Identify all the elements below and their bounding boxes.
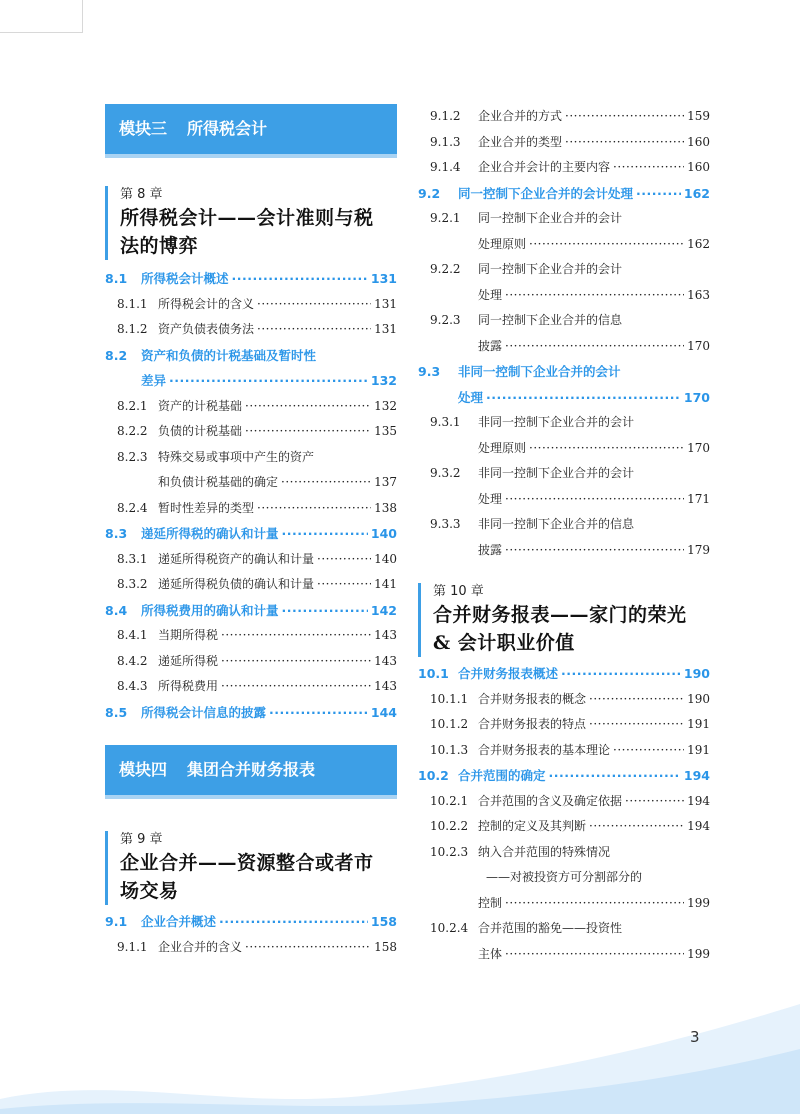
toc-section-continued[interactable] (105, 368, 397, 394)
section-title-cont: 处理 (458, 389, 484, 405)
corner-crop-mark (0, 0, 83, 33)
subsection-title: 合并财务报表的基本理论 (478, 742, 611, 757)
toc-section[interactable] (418, 763, 710, 789)
page-ref: 158 (370, 914, 397, 929)
subsection-title: 非同一控制下企业合并的信息 (478, 517, 635, 531)
subsection-number: 9.2.1 (430, 211, 461, 225)
toc-section[interactable] (105, 521, 397, 547)
toc-subsection[interactable] (105, 547, 397, 573)
chapter-label: 第 10 章 (433, 584, 484, 599)
toc-subsection[interactable] (418, 257, 710, 283)
leader-dots (169, 368, 368, 394)
subsection-number: 8.1.1 (117, 296, 148, 311)
toc-subsection-continued[interactable] (418, 232, 710, 258)
chapter-title-line: & 会计职业价值 (433, 632, 575, 654)
section-title: 资产和负债的计税基础及暂时性 (141, 347, 317, 363)
chapter-heading (418, 583, 710, 657)
toc-section[interactable] (418, 359, 710, 385)
leader-dots (565, 130, 684, 156)
page-ref: 140 (374, 551, 397, 566)
subsection-title: 合并范围的含义及确定依据 (478, 793, 623, 808)
toc-subsection[interactable] (105, 292, 397, 318)
leader-dots (257, 496, 371, 522)
toc-subsection[interactable] (418, 410, 710, 436)
leader-dots (505, 334, 684, 360)
page-ref: 143 (374, 628, 397, 642)
subsection-title: 资产的计税基础 (158, 398, 243, 413)
toc-subsection-continued[interactable] (418, 891, 710, 917)
toc-subsection[interactable] (418, 916, 710, 942)
page-ref: 194 (687, 819, 710, 833)
subsection-number: 8.2.2 (117, 424, 148, 438)
page-ref: 170 (687, 440, 710, 455)
toc-subsection-continued[interactable] (418, 283, 710, 309)
subsection-number: 8.2.3 (117, 449, 148, 464)
toc-subsection-continued[interactable] (418, 334, 710, 360)
page-number: 3 (690, 1028, 700, 1046)
subsection-number: 10.2.1 (430, 793, 469, 808)
module-banner (105, 745, 397, 795)
subsection-title-cont: 披露 (478, 338, 503, 353)
leader-dots (613, 155, 684, 181)
toc-subsection[interactable] (105, 496, 397, 522)
toc-subsection-continued[interactable] (418, 436, 710, 462)
chapter-label: 第 9 章 (120, 832, 163, 847)
subsection-title-cont: 披露 (478, 542, 503, 557)
toc-subsection[interactable] (418, 461, 710, 487)
section-number: 8.5 (105, 704, 128, 720)
subsection-number: 9.3.2 (430, 466, 461, 480)
subsection-title: 企业合并会计的主要内容 (478, 160, 611, 174)
subsection-title-cont: 处理 (478, 491, 503, 506)
toc-right-column (418, 104, 710, 967)
section-title: 所得税会计概述 (141, 271, 229, 286)
chapter-title-line: 企业合并——资源整合或者市 (120, 852, 374, 874)
leader-dots (219, 909, 368, 935)
module-title: 集团合并财务报表 (187, 760, 316, 779)
subsection-title: 暂时性差异的类型 (158, 500, 255, 515)
subsection-title-cont: 主体 (478, 946, 503, 961)
toc-subsection[interactable] (418, 687, 710, 713)
leader-dots (221, 623, 371, 649)
chapter-title-line: 合并财务报表——家门的荣光 (433, 604, 687, 626)
subsection-number: 8.2.4 (117, 500, 148, 515)
page-ref: 132 (374, 398, 397, 413)
leader-dots (232, 266, 368, 292)
page-ref: 140 (370, 526, 397, 541)
subsection-number: 9.1.1 (117, 939, 148, 954)
subsection-number: 10.2.2 (430, 819, 469, 833)
page-ref: 137 (374, 475, 397, 489)
subsection-number: 10.2.3 (430, 844, 469, 859)
chapter-title (120, 204, 397, 260)
page-ref: 162 (687, 236, 710, 251)
leader-dots (529, 232, 684, 258)
toc-subsection[interactable] (418, 206, 710, 232)
toc-subsection-continued[interactable] (105, 470, 397, 496)
toc-subsection[interactable] (105, 935, 397, 961)
subsection-title: 控制的定义及其判断 (478, 819, 587, 833)
page-ref: 191 (687, 742, 710, 757)
leader-dots (505, 487, 684, 513)
toc-subsection[interactable] (418, 789, 710, 815)
section-number: 8.4 (105, 602, 128, 618)
toc-subsection[interactable] (418, 814, 710, 840)
subsection-title: 特殊交易或事项中产生的资产 (158, 449, 315, 464)
toc-subsection[interactable] (418, 104, 710, 130)
leader-dots (589, 814, 684, 840)
page-ref: 170 (683, 389, 710, 405)
leader-dots (245, 419, 371, 445)
subsection-number: 8.1.2 (117, 322, 148, 336)
toc-subsection[interactable] (105, 317, 397, 343)
subsection-title: 非同一控制下企业合并的会计 (478, 415, 635, 429)
toc-subsection[interactable] (105, 445, 397, 471)
leader-dots (505, 538, 684, 564)
toc-section-continued[interactable] (418, 385, 710, 411)
subsection-title: 所得税会计的含义 (158, 296, 255, 311)
decorative-wave (0, 994, 800, 1114)
section-title-cont: 差异 (141, 373, 167, 388)
page-ref: 142 (370, 602, 397, 618)
chapter-heading (105, 831, 397, 905)
subsection-number: 9.1.4 (430, 160, 461, 174)
leader-dots (269, 700, 368, 726)
section-number: 10.2 (418, 768, 449, 783)
section-title: 非同一控制下企业合并的会计 (458, 364, 621, 379)
section-number: 8.3 (105, 526, 128, 541)
section-title: 递延所得税的确认和计量 (141, 526, 279, 541)
subsection-title: 递延所得税负债的确认和计量 (158, 577, 315, 591)
page-ref: 131 (370, 271, 397, 286)
page-ref: 190 (687, 691, 710, 706)
section-number: 9.3 (418, 364, 441, 379)
subsection-number: 9.1.3 (430, 134, 461, 149)
subsection-title: 合并范围的豁免——投资性 (478, 921, 623, 935)
toc-subsection[interactable] (418, 155, 710, 181)
subsection-title: 企业合并的含义 (158, 939, 243, 954)
subsection-number: 8.3.2 (117, 577, 148, 591)
toc-subsection[interactable] (105, 649, 397, 675)
subsection-title: 递延所得税 (158, 653, 219, 668)
subsection-number: 8.4.3 (117, 679, 148, 693)
subsection-title: 负债的计税基础 (158, 424, 243, 438)
toc-subsection[interactable] (418, 308, 710, 334)
section-title: 所得税费用的确认和计量 (141, 602, 279, 618)
subsection-number: 8.4.1 (117, 628, 148, 642)
section-number: 8.2 (105, 347, 128, 363)
subsection-title: 同一控制下企业合并的会计 (478, 262, 623, 276)
page-ref: 191 (687, 717, 710, 731)
chapter-title-line: 法的博弈 (120, 235, 199, 257)
leader-dots (625, 789, 684, 815)
leader-dots (281, 470, 371, 496)
section-number: 9.1 (105, 914, 128, 929)
toc-section[interactable] (105, 598, 397, 624)
page-ref: 132 (370, 373, 397, 388)
subsection-title: 非同一控制下企业合并的会计 (478, 466, 635, 480)
subsection-number: 8.3.1 (117, 551, 148, 566)
toc-section[interactable] (105, 266, 397, 292)
toc-left-column (105, 104, 397, 960)
toc-subsection-continued[interactable] (418, 865, 710, 891)
section-number: 10.1 (418, 666, 449, 681)
leader-dots (282, 521, 368, 547)
subsection-title-cont: 处理原则 (478, 236, 527, 251)
leader-dots (529, 436, 684, 462)
subsection-title: 同一控制下企业合并的会计 (478, 211, 623, 225)
page-ref: 194 (687, 793, 710, 808)
subsection-number: 9.2.3 (430, 313, 461, 327)
section-title: 合并范围的确定 (458, 768, 546, 783)
subsection-title: 资产负债表债务法 (158, 322, 255, 336)
subsection-number: 8.2.1 (117, 398, 148, 413)
subsection-title-cont: 和负债计税基础的确定 (158, 475, 279, 489)
module-banner (105, 104, 397, 154)
section-title: 同一控制下企业合并的会计处理 (458, 185, 634, 201)
leader-dots (221, 674, 371, 700)
subsection-number: 10.1.1 (430, 691, 469, 706)
toc-section[interactable] (418, 661, 710, 687)
chapter-title (120, 849, 397, 905)
toc-subsection[interactable] (105, 572, 397, 598)
section-title: 企业合并概述 (141, 914, 217, 929)
toc-section[interactable] (105, 700, 397, 726)
module-label: 模块三 (119, 119, 168, 138)
chapter-title-line: 场交易 (120, 880, 179, 902)
page-ref: 179 (687, 542, 710, 557)
page-ref: 143 (374, 679, 397, 693)
chapter-title-line: 所得税会计——会计准则与税 (120, 207, 374, 229)
page-ref: 163 (687, 287, 710, 302)
leader-dots (636, 181, 681, 207)
leader-dots (613, 738, 684, 764)
toc-subsection[interactable] (418, 738, 710, 764)
subsection-title: 当期所得税 (158, 628, 219, 642)
section-number: 9.2 (418, 185, 441, 201)
toc-subsection-continued[interactable] (418, 538, 710, 564)
subsection-title: 所得税费用 (158, 679, 219, 693)
page-ref: 199 (687, 946, 710, 961)
subsection-title: 纳入合并范围的特殊情况 (478, 844, 611, 859)
page-ref: 135 (374, 424, 397, 438)
subsection-number: 9.2.2 (430, 262, 461, 276)
page-ref: 141 (374, 577, 397, 591)
page-ref: 138 (374, 500, 397, 515)
module-label: 模块四 (119, 760, 168, 779)
subsection-title: 递延所得税资产的确认和计量 (158, 551, 315, 566)
section-title: 所得税会计信息的披露 (141, 704, 267, 720)
subsection-title: 企业合并的类型 (478, 134, 563, 149)
page-ref: 160 (687, 160, 710, 174)
page-ref: 171 (687, 491, 710, 506)
subsection-number: 10.1.3 (430, 742, 469, 757)
toc-subsection-continued[interactable] (418, 487, 710, 513)
leader-dots (565, 104, 684, 130)
toc-subsection[interactable] (105, 419, 397, 445)
subsection-title-cont: 处理 (478, 287, 503, 302)
leader-dots (549, 763, 681, 789)
toc-subsection[interactable] (418, 840, 710, 866)
leader-dots (257, 317, 371, 343)
subsection-number: 10.2.4 (430, 921, 469, 935)
page-ref: 131 (374, 322, 397, 336)
toc-section[interactable] (418, 181, 710, 207)
subsection-title-cont: ——对被投资方可分割部分的 (486, 870, 643, 884)
subsection-title-cont: 处理原则 (478, 440, 527, 455)
leader-dots (257, 292, 371, 318)
leader-dots (282, 598, 368, 624)
leader-dots (317, 547, 371, 573)
page-ref: 144 (370, 704, 397, 720)
subsection-number: 10.1.2 (430, 717, 469, 731)
subsection-title: 企业合并的方式 (478, 109, 563, 123)
page-ref: 170 (687, 338, 710, 353)
section-number: 8.1 (105, 271, 128, 286)
chapter-label: 第 8 章 (120, 187, 163, 202)
leader-dots (561, 661, 681, 687)
leader-dots (245, 394, 371, 420)
toc-subsection[interactable] (418, 512, 710, 538)
leader-dots (505, 283, 684, 309)
subsection-number: 9.3.3 (430, 517, 461, 531)
leader-dots (505, 942, 684, 968)
subsection-number: 9.1.2 (430, 109, 461, 123)
module-title: 所得税会计 (187, 119, 268, 138)
leader-dots (486, 385, 681, 411)
chapter-title (433, 601, 710, 657)
page-ref: 162 (683, 185, 710, 201)
page-ref: 190 (683, 666, 710, 681)
leader-dots (589, 712, 684, 738)
page-ref: 159 (687, 109, 710, 123)
toc-subsection[interactable] (418, 130, 710, 156)
subsection-title-cont: 控制 (478, 895, 503, 910)
page-ref: 199 (687, 895, 710, 910)
toc-section[interactable] (105, 909, 397, 935)
section-title: 合并财务报表概述 (458, 666, 559, 681)
toc-subsection[interactable] (105, 394, 397, 420)
leader-dots (505, 891, 684, 917)
toc-subsection-continued[interactable] (418, 942, 710, 968)
leader-dots (221, 649, 371, 675)
page-ref: 158 (374, 939, 397, 954)
subsection-title: 同一控制下企业合并的信息 (478, 313, 623, 327)
toc-subsection[interactable] (105, 623, 397, 649)
subsection-title: 合并财务报表的概念 (478, 691, 587, 706)
toc-subsection[interactable] (418, 712, 710, 738)
chapter-heading (105, 186, 397, 260)
subsection-number: 9.3.1 (430, 415, 461, 429)
leader-dots (245, 935, 371, 961)
leader-dots (317, 572, 371, 598)
subsection-number: 8.4.2 (117, 653, 148, 668)
page-ref: 143 (374, 653, 397, 668)
leader-dots (589, 687, 684, 713)
subsection-title: 合并财务报表的特点 (478, 717, 587, 731)
toc-subsection[interactable] (105, 674, 397, 700)
page-ref: 194 (683, 768, 710, 783)
page-ref: 131 (374, 296, 397, 311)
toc-section[interactable] (105, 343, 397, 369)
page-ref: 160 (687, 134, 710, 149)
